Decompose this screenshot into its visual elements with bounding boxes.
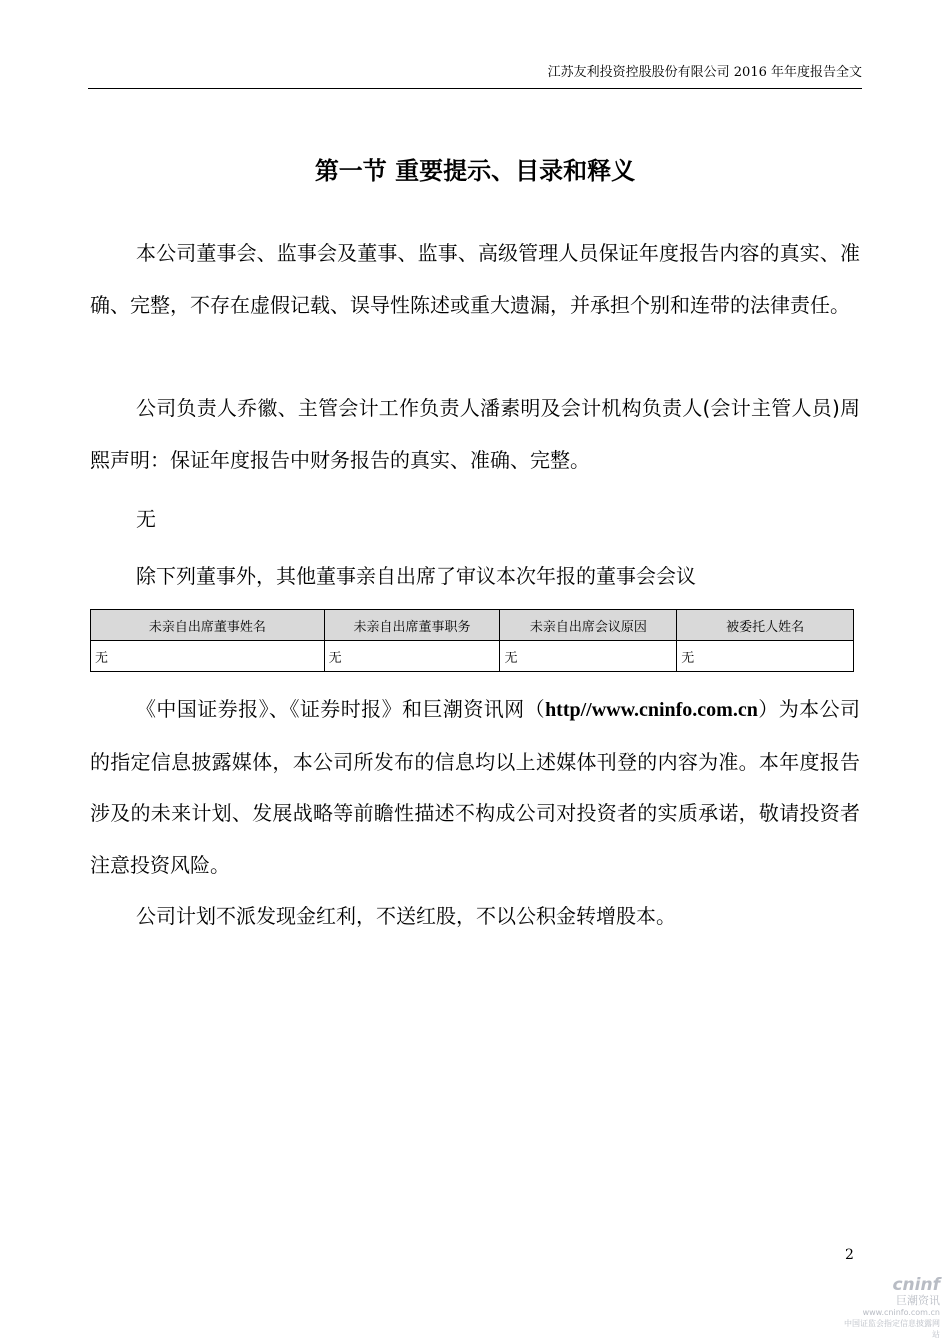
header-divider — [88, 88, 862, 89]
absent-directors-table — [90, 609, 854, 672]
table-header-row — [91, 610, 854, 641]
watermark-site: www.cninfo.com.cn — [862, 1308, 940, 1317]
table-cell: 无 — [324, 641, 500, 672]
watermark-brand: cninf — [892, 1275, 940, 1295]
paragraph-dividend-plan: 公司计划不派发现金红利，不送红股，不以公积金转增股本。 — [136, 904, 676, 928]
cninfo-watermark-logo — [840, 1276, 940, 1340]
table-cell: 无 — [677, 641, 854, 672]
media-text-before: 《中国证券报》、《证券时报》和巨潮资讯网（ — [136, 697, 546, 721]
column-header: 未亲自出席会议原因 — [500, 610, 677, 641]
column-header: 未亲自出席董事姓名 — [91, 610, 325, 641]
table-cell: 无 — [91, 641, 325, 672]
column-header: 被委托人姓名 — [677, 610, 854, 641]
column-header: 未亲自出席董事职务 — [324, 610, 500, 641]
paragraph-none: 无 — [136, 507, 156, 531]
table-cell: 无 — [500, 641, 677, 672]
watermark-cn: 巨潮资讯 — [896, 1294, 940, 1307]
paragraph-responsible-persons: 公司负责人乔徽、主管会计工作负责人潘素明及会计机构负责人(会计主管人员)周熙声明：保证年度报告中财务报告的真实、准确、完整。 — [90, 396, 860, 472]
paragraph-media — [90, 684, 860, 891]
section-title: 第一节 重要提示、目录和释义 — [314, 157, 636, 185]
watermark-sub: 中国证监会指定信息披露网站 — [844, 1319, 940, 1339]
paragraph-attendance: 除下列董事外，其他董事亲自出席了审议本次年报的董事会会议 — [136, 564, 696, 588]
page-number: 2 — [845, 1247, 854, 1263]
media-text-after: ）为本公司的指定信息披露媒体，本公司所发布的信息均以上述媒体刊登的内容为准。本年度报告涉及的未来计划、发展战略等前瞻性描述不构成公司对投资者的实质承诺，敬请投资者注意投资风险。 — [90, 697, 861, 877]
page-header: 江苏友利投资控股股份有限公司 2016 年年度报告全文 — [547, 65, 862, 80]
paragraph-board-guarantee: 本公司董事会、监事会及董事、监事、高级管理人员保证年度报告内容的真实、准确、完整，不存在虚假记载、误导性陈述或重大遗漏，并承担个别和连带的法律责任。 — [90, 241, 860, 317]
website-url: http//www.cninfo.com.cn — [545, 699, 758, 721]
table-row — [91, 641, 854, 672]
